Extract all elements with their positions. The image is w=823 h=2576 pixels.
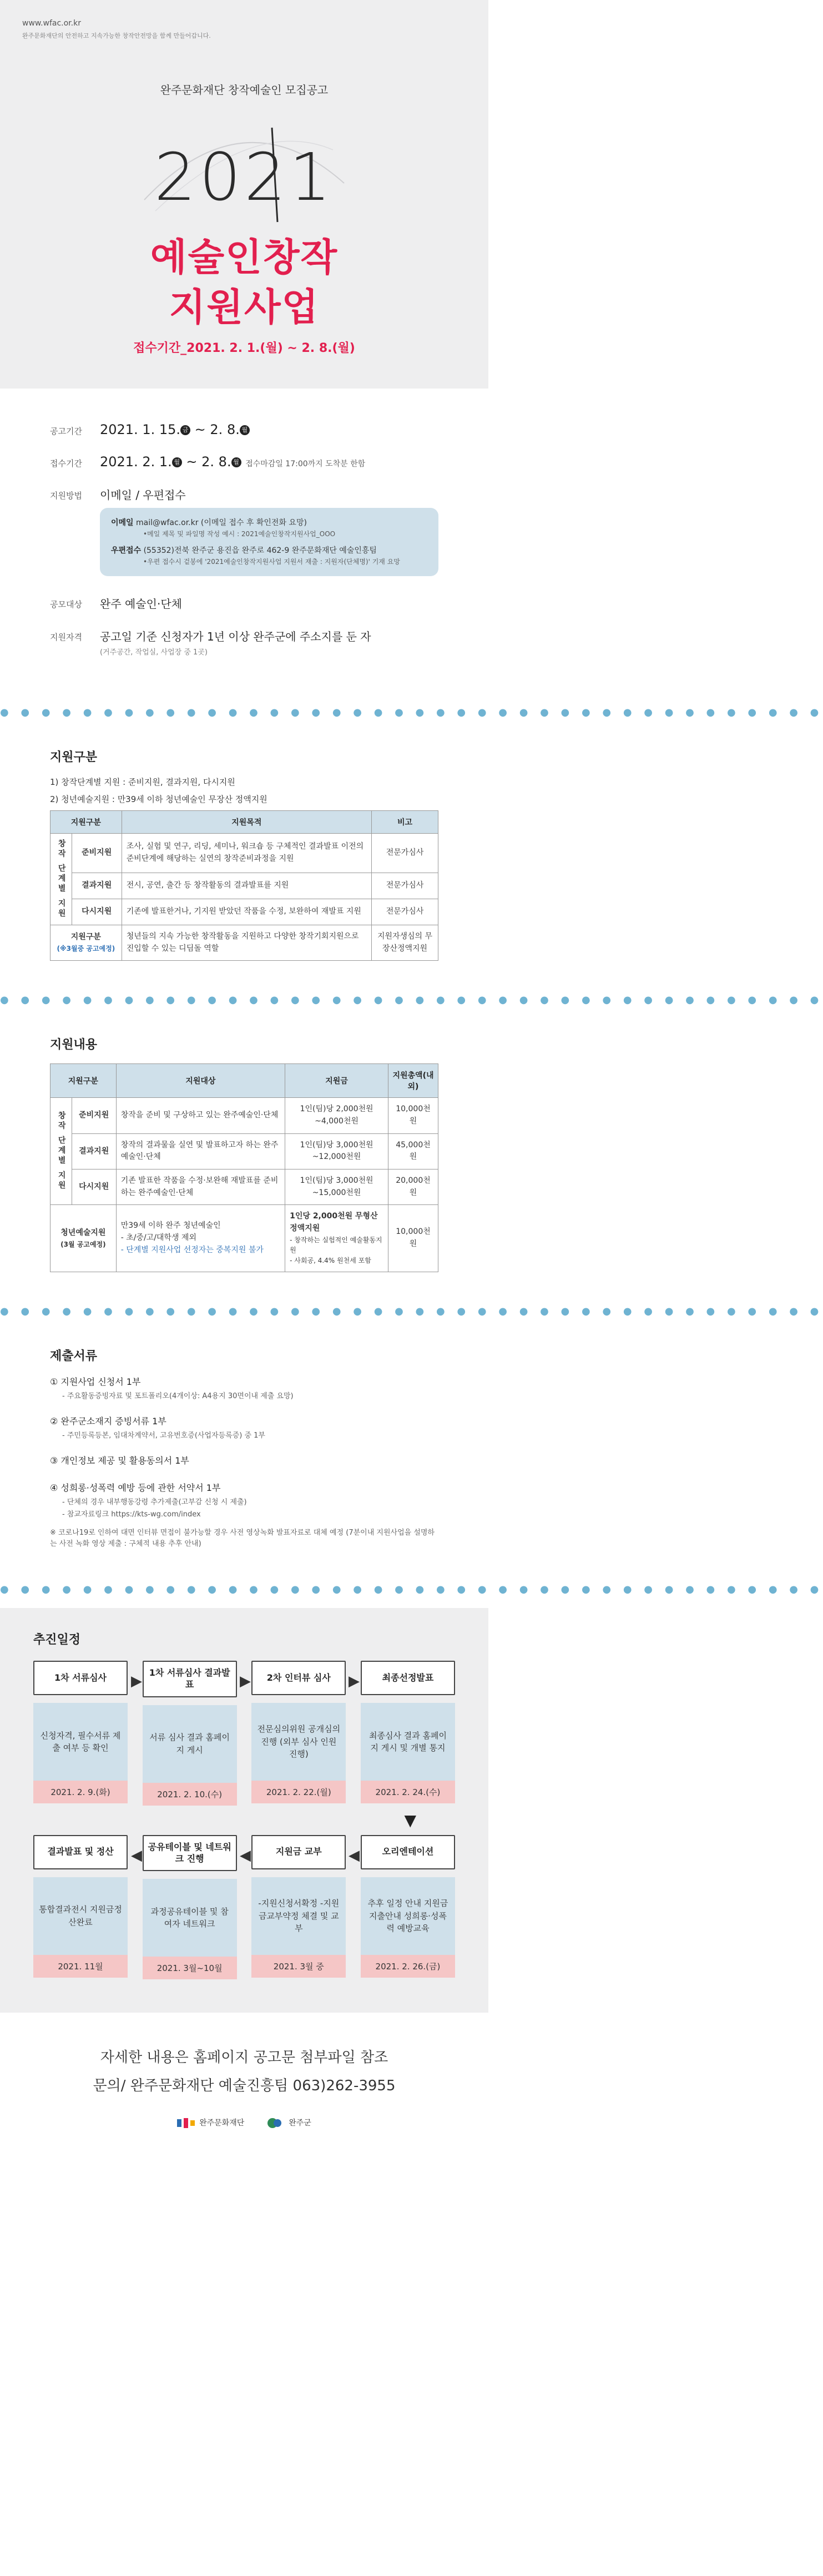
step-date: 2021. 2. 22.(월) (251, 1781, 346, 1803)
receipt-value (100, 454, 365, 470)
documents-heading: 제출서류 (50, 1349, 98, 1363)
row-note: 전문가심사 (372, 834, 438, 873)
schedule-row-2 (33, 1835, 455, 1980)
method-label: 지원방법 (50, 491, 82, 501)
youth-name: 지원구분 (70, 932, 101, 942)
doc-item: ② 완주군소재지 증빙서류 1부 (50, 1415, 166, 1426)
schedule-step (361, 1661, 455, 1803)
step-body: 통합결과전시 지원금정산완료 (33, 1877, 128, 1955)
youth-target-line: - 초/중/고/대학생 제외 (120, 1233, 196, 1243)
row-purpose: 전시, 공연, 출간 등 창작활동의 결과발표를 지원 (122, 873, 371, 899)
step-title: 1차 서류심사 결과발표 (143, 1661, 237, 1697)
table-row (51, 1205, 438, 1272)
method-row (50, 486, 438, 502)
footer (0, 2013, 488, 2151)
table-row (51, 1098, 438, 1133)
arrow-down-icon: ▼ (404, 1811, 416, 1829)
youth-name: 청년예술지원 (60, 1228, 106, 1237)
step-title: 1차 서류심사 (33, 1661, 128, 1695)
doc-subitem[interactable]: - 참교자료링크 https://kts-wg.com/index (62, 1510, 201, 1519)
doc-subitem: - 주민등록등본, 임대차계약서, 고유번호증(사업자등록증) 중 1부 (62, 1431, 265, 1440)
info-section (0, 389, 488, 695)
doc-subitem: - 주요활동증빙자료 및 포트폴리오(4개이상: A4용지 30면이내 제출 요망) (62, 1392, 294, 1400)
day-badge: 월 (240, 425, 250, 435)
youth-total: 10,000천원 (388, 1205, 438, 1272)
youth-amount (285, 1205, 388, 1272)
qual-value: 공고일 기준 신청자가 1년 이상 완주군에 주소지를 둔 자 (100, 630, 371, 644)
schedule-row-1 (33, 1661, 455, 1806)
announce-label: 공고기간 (50, 426, 82, 436)
dotted-divider: ● ● ● ● ● ● ● ● ● ● ● ● ● ● ● ● ● ● ● ● ● ● ● ● ● ● ● ● ● ● ● ● ● ● ● ● ● ● ● ● (0, 707, 823, 719)
arrow-left-icon: ◀ (349, 1847, 360, 1864)
youth-target-line: 만39세 이하 완주 청년예술인 (120, 1221, 221, 1231)
county-logo-icon (266, 2117, 285, 2129)
doc-item: ③ 개인정보 제공 및 활용동의서 1부 (50, 1455, 189, 1466)
table-row (51, 925, 438, 960)
table-row (51, 1133, 438, 1169)
arrow-left-icon: ◀ (240, 1847, 251, 1864)
step-date: 2021. 2. 10.(수) (143, 1783, 237, 1806)
schedule-step (33, 1835, 128, 1978)
support-content-table (50, 1063, 438, 1272)
announce-value (100, 422, 250, 437)
hero-period: 접수기간_2021. 2. 1.(월) ~ 2. 8.(월) (133, 341, 355, 355)
youth-purpose: 청년들의 지속 가능한 창작활동을 지원하고 다양한 창작기회지원으로 진입할 수 있는 디딤돌 역할 (122, 925, 371, 960)
announce-end: ~ 2. 8. (194, 422, 240, 437)
doc-item: ① 지원사업 신청서 1부 (50, 1376, 141, 1387)
step-date: 2021. 3월 중 (251, 1955, 346, 1978)
col-header: 지원총액(내외) (388, 1064, 438, 1098)
announce-date: 2021. 1. 15. (100, 422, 181, 437)
dotted-divider: ● ● ● ● ● ● ● ● ● ● ● ● ● ● ● ● ● ● ● ● ● ● ● ● ● ● ● ● ● ● ● ● ● ● ● ● ● ● ● ● (0, 1584, 823, 1596)
receipt-row (50, 454, 438, 470)
schedule-step (251, 1835, 346, 1978)
schedule-section (0, 1608, 488, 2013)
step-title: 오리엔테이션 (361, 1835, 455, 1869)
row-total: 20,000천원 (388, 1169, 438, 1205)
youth-target (116, 1205, 285, 1272)
email-address[interactable]: mail@wfac.or.kr (이메일 접수 후 확인전화 요망) (136, 518, 307, 527)
post-title: 우편접수 (111, 546, 142, 555)
step-title: 최종선정발표 (361, 1661, 455, 1695)
col-header: 지원목적 (122, 811, 371, 834)
col-header: 비고 (372, 811, 438, 834)
county-logo (266, 2117, 311, 2129)
footer-line1: 자세한 내용은 홈페이지 공고문 첨부파일 참조 (100, 2049, 388, 2066)
group-label: 창작 단계별 지원 (51, 834, 72, 925)
row-purpose: 조사, 실험 및 연구, 리딩, 세미나, 워크숍 등 구체적인 결과발표 이전의 준비단계에 해당하는 실연의 창작준비과정을 지원 (122, 834, 371, 873)
support-types-heading: 지원구분 (50, 750, 98, 765)
foundation-logo-icon (177, 2117, 196, 2129)
submission-box (100, 508, 438, 576)
schedule-heading: 추진일정 (33, 1633, 81, 1647)
arrow-left-icon: ◀ (131, 1847, 142, 1864)
support-content-heading: 지원내용 (50, 1038, 98, 1052)
post-sub: •우편 접수시 겉봉에 '2021예술인창작지원사업 지원서 재출 : 지원자(단체명)' 기재 요망 (143, 557, 400, 566)
foundation-logo (177, 2117, 244, 2129)
row-note: 전문가심사 (372, 899, 438, 925)
youth-amount-line: - 창작하는 실험적인 예술활동지원 (290, 1236, 382, 1254)
row-name: 준비지원 (72, 834, 122, 873)
arrow-right-icon: ▶ (131, 1673, 142, 1690)
table-row (51, 1169, 438, 1205)
dotted-divider: ● ● ● ● ● ● ● ● ● ● ● ● ● ● ● ● ● ● ● ● ● ● ● ● ● ● ● ● ● ● ● ● ● ● ● ● ● ● ● ● (0, 994, 823, 1006)
schedule-step (33, 1661, 128, 1803)
row-amount: 1인(팀)당 3,000천원~15,000천원 (285, 1169, 388, 1205)
footer-contact: 문의/ 완주문화재단 예술진흥팀 063)262-3955 (93, 2078, 396, 2095)
youth-note: 지원자생심의 무장산정액지원 (372, 925, 438, 960)
qual-label: 지원자격 (50, 632, 82, 643)
row-total: 45,000천원 (388, 1133, 438, 1169)
youth-amount-line: 1인당 2,000천원 무형산 정액지원 (290, 1212, 378, 1233)
qual-note: (거주공간, 작업실, 사업장 중 1곳) (100, 648, 208, 657)
support-types-line2: 2) 청년예술지원 : 만39세 이하 청년예술인 무장산 정액지원 (50, 794, 267, 805)
youth-sub: (3월 공고예정) (60, 1240, 106, 1248)
step-body: 과정공유테이블 및 참여자 네트워크 (143, 1879, 237, 1957)
post-address: (55352)전북 완주군 용진읍 완주로 462-9 완주문화재단 예술인흥팀 (143, 546, 377, 555)
hero-banner (0, 0, 488, 389)
day-badge: 월 (172, 457, 182, 467)
row-target: 창작의 결과물을 실연 및 발표하고자 하는 완주예술인·단체 (116, 1133, 285, 1169)
step-title: 2차 인터뷰 심사 (251, 1661, 346, 1695)
day-badge: 월 (231, 457, 241, 467)
doc-item: ④ 성희롱·성폭력 예방 등에 관한 서약서 1부 (50, 1482, 221, 1493)
target-row (50, 595, 438, 611)
dotted-divider: ● ● ● ● ● ● ● ● ● ● ● ● ● ● ● ● ● ● ● ● ● ● ● ● ● ● ● ● ● ● ● ● ● ● ● ● ● ● ● ● (0, 1305, 823, 1317)
row-purpose: 기존에 발표한거나, 기지원 받았던 작품을 수정, 보완하여 재발표 지원 (122, 899, 371, 925)
row-amount: 1인(팀)당 2,000천원~4,000천원 (285, 1098, 388, 1133)
youth-target-line: - 단계별 지원사업 선정자는 중복지원 불가 (120, 1245, 264, 1254)
announce-row (50, 422, 438, 437)
row-target: 기존 발표한 작품을 수정·보완해 재발표를 준비하는 완주예술인·단체 (116, 1169, 285, 1205)
tagline: 완주문화재단의 안전하고 지속가능한 창작안전망을 함께 만들어갑니다. (22, 32, 211, 39)
row-name: 결과지원 (72, 1133, 116, 1169)
step-title: 지원금 교부 (251, 1835, 346, 1869)
row-amount: 1인(팀)당 3,000천원~12,000천원 (285, 1133, 388, 1169)
step-body: 최종심사 결과 홈페이지 게시 및 개별 통지 (361, 1703, 455, 1781)
target-label: 공모대상 (50, 599, 82, 610)
schedule-step (143, 1835, 237, 1980)
step-date: 2021. 2. 26.(금) (361, 1955, 455, 1978)
hero-year: 2021 (154, 139, 335, 215)
col-header: 지원금 (285, 1064, 388, 1098)
row-name: 결과지원 (72, 873, 122, 899)
receipt-note: 접수마감일 17:00까지 도착분 한함 (245, 460, 366, 468)
step-date: 2021. 2. 24.(수) (361, 1781, 455, 1803)
row-name: 다시지원 (72, 1169, 116, 1205)
hero-title-line1: 예술인창작 (150, 236, 339, 280)
schedule-step (143, 1661, 237, 1806)
row-total: 10,000천원 (388, 1098, 438, 1133)
youth-sub: (※3월중 공고예정) (57, 945, 115, 953)
col-header: 지원구분 (51, 1064, 117, 1098)
email-line (111, 517, 427, 529)
receipt-label: 접수기간 (50, 458, 82, 468)
qual-block (100, 628, 371, 657)
step-body: -지원신청서확정 -지원금교부약정 체결 및 교부 (251, 1877, 346, 1955)
table-row (51, 834, 438, 873)
youth-row-name (51, 1205, 117, 1272)
group-label: 창작 단계별 지원 (51, 1098, 72, 1205)
post-line (111, 545, 427, 557)
support-types-section (0, 731, 488, 983)
step-body: 서류 심사 결과 홈페이지 게시 (143, 1705, 237, 1783)
step-date: 2021. 3월~10월 (143, 1957, 237, 1979)
documents-section (0, 1330, 488, 1573)
hero-title-line2: 지원사업 (169, 286, 320, 330)
day-badge: 금 (180, 425, 190, 435)
support-types-table (50, 810, 438, 961)
step-body: 전문심의위원 공개심의진행 (외부 심사 인원 진행) (251, 1703, 346, 1781)
youth-amount-line: - 사회공, 4.4% 원천세 포함 (290, 1256, 371, 1264)
step-date: 2021. 11월 (33, 1955, 128, 1978)
row-name: 다시지원 (72, 899, 122, 925)
row-name: 준비지원 (72, 1098, 116, 1133)
email-sub: •메일 제목 및 파일명 작성 예시 : 2021예술인창작지원사업_OOO (143, 530, 336, 538)
county-logo-text: 완주군 (289, 2119, 311, 2128)
qual-row (50, 628, 438, 657)
step-title: 결과발표 및 정산 (33, 1835, 128, 1869)
arrow-right-icon: ▶ (240, 1673, 251, 1690)
step-body: 추후 일정 안내 지원금지출안내 성희롱·성폭력 예방교육 (361, 1877, 455, 1955)
row-note: 전문가심사 (372, 873, 438, 899)
table-row (51, 873, 438, 899)
row-target: 창작을 준비 및 구상하고 있는 완주예술인·단체 (116, 1098, 285, 1133)
col-header: 지원구분 (51, 811, 122, 834)
doc-remark: ※ 코로나19로 인하여 대면 인터뷰 면접이 불가능할 경우 사전 영상녹화 발표자료로 대체 예정 (7분이내 지원사업을 설명하는 사전 녹화 영상 제출 : 구체적 내용 추후 안내) (50, 1528, 435, 1549)
support-types-line1: 1) 창작단계별 지원 : 준비지원, 결과지원, 다시지원 (50, 777, 235, 788)
footer-logos (0, 2117, 488, 2129)
receipt-date: 2021. 2. 1. (100, 454, 172, 470)
email-title: 이메일 (111, 518, 134, 527)
site-url[interactable]: www.wfac.or.kr (22, 19, 81, 28)
doc-subitem: - 단체의 경우 내부행동강령 추가제출(고부감 신청 시 제출) (62, 1498, 247, 1506)
youth-row-name (51, 925, 122, 960)
receipt-end: ~ 2. 8. (186, 454, 231, 470)
table-row (51, 899, 438, 925)
table-header-row (51, 811, 438, 834)
schedule-step (251, 1661, 346, 1803)
col-header: 지원대상 (116, 1064, 285, 1098)
foundation-logo-text: 완주문화재단 (199, 2119, 245, 2128)
arrow-right-icon: ▶ (349, 1673, 360, 1690)
step-title: 공유테이블 및 네트워크 진행 (143, 1835, 237, 1872)
step-date: 2021. 2. 9.(화) (33, 1781, 128, 1803)
hero-subtitle: 완주문화재단 창작예술인 모집공고 (160, 83, 329, 97)
step-body: 신청자격, 필수서류 제출 여부 등 확인 (33, 1703, 128, 1781)
support-content-section (0, 1019, 488, 1294)
method-value: 이메일 / 우편접수 (100, 488, 186, 502)
target-value: 완주 예술인·단체 (100, 597, 182, 611)
schedule-step (361, 1835, 455, 1978)
table-header-row (51, 1064, 438, 1098)
